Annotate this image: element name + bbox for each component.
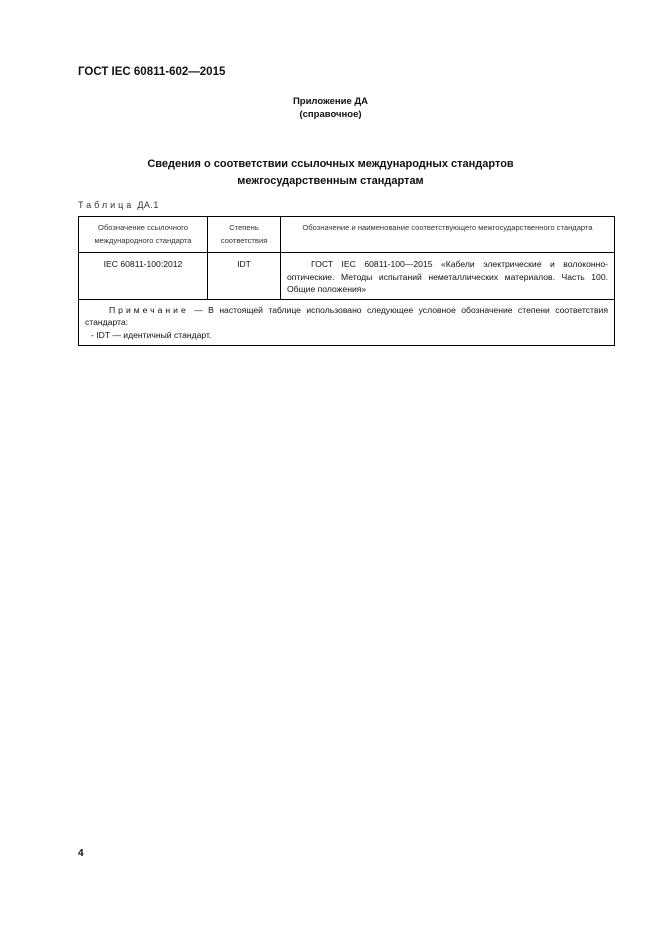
note-text: — В настоящей таблице использовано следующее условное обозначение степени соответствия стандарта: (85, 304, 608, 327)
section-title (0, 156, 661, 190)
table-caption-number: ДА.1 (137, 200, 159, 210)
document-header: ГОСТ IEC 60811-602—2015 (78, 66, 226, 78)
note-label: Примечание (109, 304, 189, 315)
cell-degree: IDT (208, 253, 281, 300)
note-item: - IDT — идентичный стандарт. (91, 329, 212, 340)
cell-ref-standard: IEC 60811-100:2012 (79, 253, 208, 300)
header-national-standard: Обозначение и наименование соответствующего межгосударственного стандарта (281, 217, 615, 253)
section-title-line2: межгосударственным стандартам (237, 175, 424, 187)
table-caption-label: Таблица (78, 200, 135, 210)
table-note-row (79, 299, 615, 346)
page-number: 4 (78, 848, 84, 859)
table-row (79, 253, 615, 300)
table-header-row (79, 217, 615, 253)
header-degree: Степень соответствия (208, 217, 281, 253)
annex-title: Приложение ДА (292, 96, 369, 107)
table-caption (78, 200, 159, 210)
header-ref-standard: Обозначение ссылочного международного стандарта (79, 217, 208, 253)
cell-national-standard: ГОСТ IEC 60811-100—2015 «Кабели электрические и волоконно-оптические. Методы испытаний неметаллических материалов. Часть 100. Общие положения» (281, 253, 615, 300)
correspondence-table (78, 216, 615, 346)
annex-heading (0, 95, 661, 121)
annex-subtitle: (справочное) (299, 109, 362, 120)
section-title-line1: Сведения о соответствии ссылочных международных стандартов (147, 158, 514, 170)
table-note (79, 299, 615, 346)
